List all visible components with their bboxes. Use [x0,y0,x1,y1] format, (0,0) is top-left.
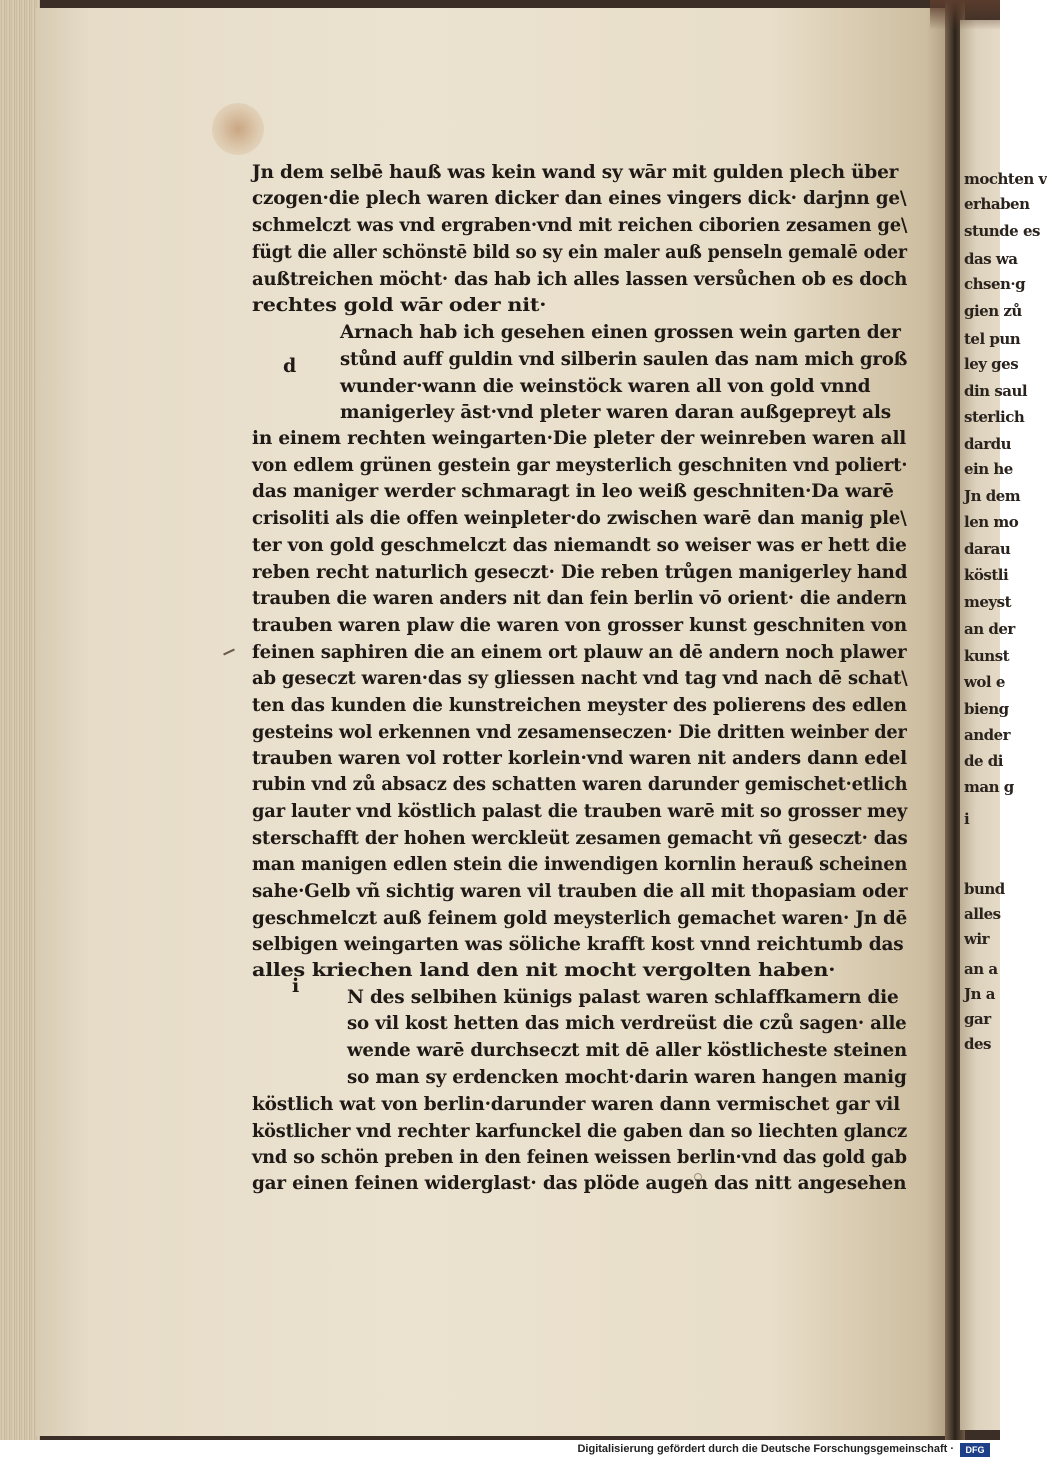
facing-text-line: des [964,1035,991,1053]
facing-text-line: gien zů [964,302,1022,320]
text-line: wende warē durchseczt mit dē aller köstlicheste steinen [347,1040,907,1061]
text-line: N des selbihen künigs palast waren schlaffkamern die [347,987,899,1008]
facing-text-line: köstli [964,566,1009,584]
printed-text-block [212,0,912,1440]
facing-text-line: wol e [964,673,1005,691]
page-edges [0,0,40,1440]
facing-text-line: erhaben [964,195,1030,213]
text-line: alles kriechen land den nit mocht vergolten haben· [252,960,836,981]
text-line: czogen·die plech waren dicker dan eines vingers dick· darjnn ge\ [252,188,907,209]
binding-shadow [930,0,1000,30]
guide-letter-i: i [292,975,300,997]
facing-text-line: Jn a [964,985,995,1003]
text-line: sterschafft der hohen wercklеüt zesamen gemacht vñ geseczt· das [252,828,908,849]
text-line: so man sy erdencken mocht·darin waren hangen manig [347,1067,907,1088]
right-page-edge [960,20,1047,1430]
facing-text-line: ein he [964,460,1013,478]
text-line: so vil kost hetten das mich verdreüst die czů sagen· alle [347,1013,907,1034]
guide-letter-d: d [283,355,297,377]
text-line: gar lauter vnd köstlich palast die trauben warē mit so grosser mey [252,801,908,822]
text-line: feinen saphiren die an einem ort plauw an dē andern noch plawer [252,642,907,663]
text-line: trauben waren plaw die waren von grosser kunst geschniten von [252,615,907,636]
text-line: gar einen feinen widerglast· das plöde augen das nitt angesehen [252,1173,907,1194]
facing-text-line: wir [964,930,990,948]
text-line: rubin vnd zů absacz des schatten waren darunder gemischet·etlich [252,774,908,795]
text-line: gesteins wol erkennen vnd zesamenseczen· Die dritten weinber der [252,722,907,743]
text-line: geschmelczt auß feinem gold meysterlich gemachet waren· Jn dē [252,908,908,929]
text-line: sahe·Gelb vñ sichtig waren vil trauben die all mit thopasiam oder [252,881,908,902]
facing-text-line: Jn dem [964,487,1021,505]
text-line: Jn dem selbē hauß was kein wand sy wār mit gulden plech über [252,162,899,183]
text-line: trauben waren vol rotter korlein·vnd waren nit anders dann edel [252,748,907,769]
facing-text-line: chsen·g [964,275,1026,293]
text-line: schmelczt was vnd ergraben·vnd mit reichen ciborien zesamen ge\ [252,215,908,236]
text-line: reben recht naturlich geseczt· Die reben trůgen manigerley hand [252,562,908,583]
funding-credit: Digitalisierung gefördert durch die Deutsche Forschungsgemeinschaft · [577,1443,954,1455]
facing-text-line: din saul [964,382,1028,400]
text-line: man manigen edlen stein die inwendigen kornlin herauß scheinen [252,854,908,875]
facing-text-line: an der [964,620,1015,638]
facing-text-line: i [964,810,970,828]
text-line: crisoliti als die offen weinpleter·do zwischen warē dan manig ple\ [252,508,907,529]
facing-text-line: an a [964,960,998,978]
facing-text-line: dardu [964,435,1012,453]
facing-text-line: bund [964,880,1005,898]
facing-text-line: gar [964,1010,991,1028]
text-line: köstlicher vnd rechter karfunckel die gaben dan so liechten glancz [252,1121,908,1142]
facing-text-line: de di [964,752,1003,770]
facing-text-line: tel pun [964,330,1021,348]
footer-bar [0,1440,1000,1461]
text-line: rechtes gold wār oder nit· [252,295,547,316]
text-line: stůnd auff guldin vnd silberin saulen das nam mich groß [340,349,908,370]
dfg-logo[interactable]: DFG [960,1443,990,1457]
facing-text-line: sterlich [964,408,1025,426]
facing-text-line: kunst [964,647,1010,665]
facing-text-line: ley ges [964,355,1019,373]
text-line: manigerley āst·vnd pleter waren daran außgepreyt als [340,402,891,423]
facing-text-line: meyst [964,593,1012,611]
facing-text-line: darau [964,540,1011,558]
text-line: das maniger werder schmaragt in leo weiß geschniten·Da warē [252,481,894,502]
text-line: fügt die aller schönstē bild so sy ein maler auß penseln gemalē oder [252,242,907,263]
facing-text-line: das wa [964,250,1018,268]
facing-text-line: ander [964,726,1011,744]
text-line: außtreichen möcht· das hab ich alles lassen versůchen ob es doch [252,269,908,290]
text-line: ter von gold geschmelczt das niemandt so weiser was er hett die [252,535,907,556]
text-line: köstlich wat von berlin·darunder waren dann vermischet gar vil [252,1094,900,1115]
facing-text-line: man g [964,778,1014,796]
facing-text-line: len mo [964,513,1019,531]
text-line: in einem rechten weingarten·Die pleter der weinreben waren all [252,428,907,449]
text-line: ab geseczt waren·das sy gliessen nacht vnd tag vnd nach dē schat\ [252,668,908,689]
text-line: Arnach hab ich gesehen einen grossen wein garten der [340,322,901,343]
text-line: vnd so schön preben in den feinen weissen berlin·vnd das gold gab [252,1147,907,1168]
facing-text-line: stunde es [964,222,1040,240]
text-line: ten das kunden die kunstreichen meyster des polierens des edlen [252,695,907,716]
facing-text-line: bieng [964,700,1009,718]
text-line: trauben die waren anders nit dan fein berlin vō orient· die andern [252,588,907,609]
text-line: wunder·wann die weinstöck waren all von gold vnnd [340,376,871,397]
text-line: von edlem grünen gestein gar meysterlich geschniten vnd poliert· [252,455,908,476]
facing-text-line: alles [964,905,1001,923]
text-line: selbigen weingarten was söliche krafft kost vnnd reichtumb das [252,934,904,955]
facing-text-line: mochten v [964,170,1047,188]
